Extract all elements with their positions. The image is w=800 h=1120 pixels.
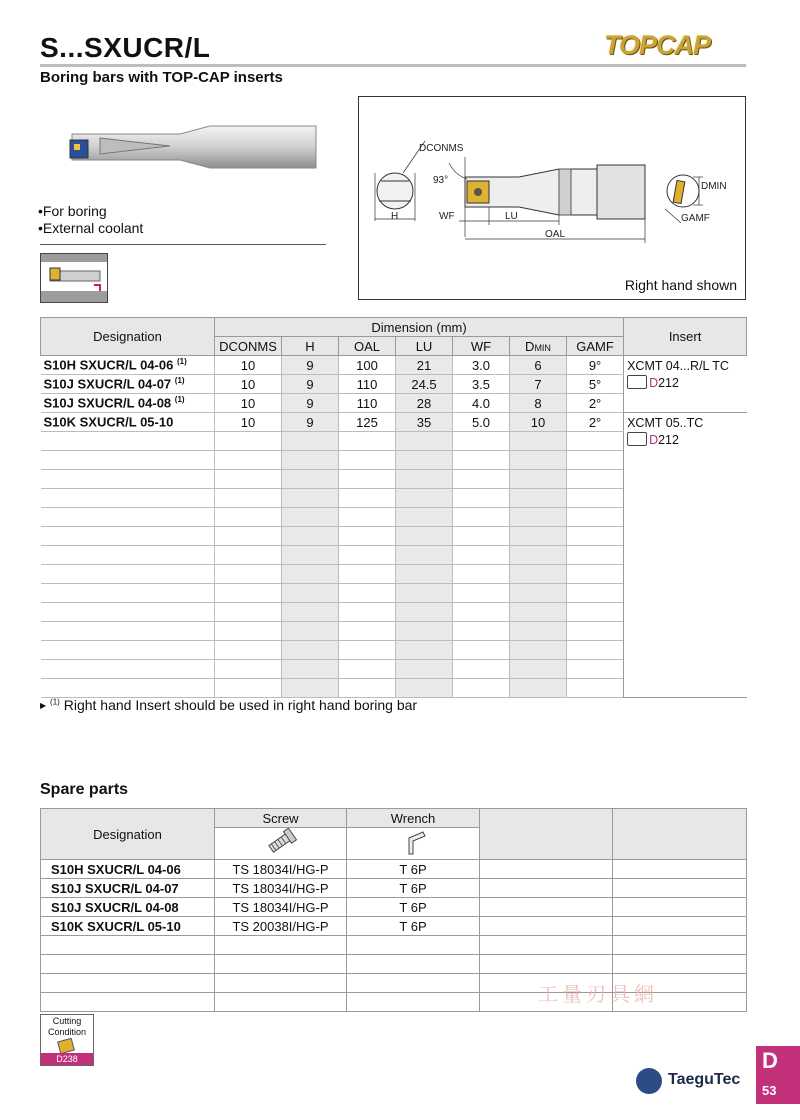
header-lu: LU <box>396 337 453 356</box>
empty-cell <box>215 660 282 679</box>
spare-header-designation: Designation <box>41 809 215 860</box>
empty-cell <box>41 470 215 489</box>
empty-cell <box>510 565 567 584</box>
empty-cell <box>453 565 510 584</box>
empty-cell <box>510 679 567 698</box>
h-cell: 9 <box>282 356 339 375</box>
empty-cell <box>396 603 453 622</box>
empty-cell <box>510 546 567 565</box>
empty-cell <box>396 508 453 527</box>
empty-cell <box>282 603 339 622</box>
empty-cell <box>396 546 453 565</box>
oal-cell: 100 <box>339 356 396 375</box>
footnote-text: Right hand Insert should be used in right hand boring bar <box>63 697 418 713</box>
empty-cell <box>510 641 567 660</box>
diagram-caption: Right hand shown <box>624 277 737 293</box>
empty-cell <box>215 470 282 489</box>
label-dconms: DCONMS <box>419 143 464 154</box>
empty-cell <box>41 508 215 527</box>
gamf-cell: 9° <box>567 356 624 375</box>
empty-cell <box>282 489 339 508</box>
empty-cell <box>613 879 747 898</box>
empty-cell <box>613 898 747 917</box>
wrench-cell: T 6P <box>347 879 480 898</box>
label-h: H <box>391 211 399 222</box>
empty-cell <box>215 679 282 698</box>
empty-cell <box>613 955 747 974</box>
empty-cell <box>282 470 339 489</box>
empty-cell <box>396 432 453 451</box>
screw-cell: TS 18034I/HG-P <box>215 898 347 917</box>
table-row <box>41 898 747 917</box>
empty-cell <box>347 936 480 955</box>
header-dconms: DCONMS <box>215 337 282 356</box>
empty-cell <box>41 955 215 974</box>
empty-cell <box>282 546 339 565</box>
empty-cell <box>567 584 624 603</box>
empty-cell <box>396 679 453 698</box>
taegutec-logo-icon <box>636 1068 662 1094</box>
dmin-cell: 6 <box>510 356 567 375</box>
oal-cell: 110 <box>339 375 396 394</box>
empty-cell <box>510 603 567 622</box>
header-designation: Designation <box>41 318 215 356</box>
section-tab <box>756 1046 800 1104</box>
wrench-cell: T 6P <box>347 898 480 917</box>
cutting-ref: D238 <box>41 1053 93 1065</box>
insert-ref-prefix: D <box>649 433 659 447</box>
h-cell: 9 <box>282 394 339 413</box>
empty-cell <box>339 565 396 584</box>
product-image <box>60 120 320 174</box>
empty-cell <box>613 860 747 879</box>
empty-cell <box>567 489 624 508</box>
empty-cell <box>510 508 567 527</box>
table-row <box>41 917 747 936</box>
empty-cell <box>396 641 453 660</box>
empty-cell <box>453 603 510 622</box>
empty-cell <box>282 622 339 641</box>
empty-cell <box>339 584 396 603</box>
empty-cell <box>396 660 453 679</box>
empty-cell <box>41 584 215 603</box>
wf-cell: 4.0 <box>453 394 510 413</box>
dconms-cell: 10 <box>215 394 282 413</box>
empty-cell <box>510 660 567 679</box>
h-cell: 9 <box>282 413 339 432</box>
empty-cell <box>567 660 624 679</box>
empty-cell <box>41 432 215 451</box>
designation-cell: S10J SXUCR/L 04-08 $^{(1)}$ <box>41 394 215 413</box>
table-row <box>41 356 747 375</box>
empty-cell <box>567 451 624 470</box>
cutting-condition-icon[interactable] <box>40 1014 94 1066</box>
empty-cell <box>453 546 510 565</box>
empty-cell <box>510 432 567 451</box>
screw-cell: TS 18034I/HG-P <box>215 879 347 898</box>
empty-cell <box>396 527 453 546</box>
empty-cell <box>453 584 510 603</box>
empty-cell <box>339 451 396 470</box>
empty-cell <box>510 584 567 603</box>
empty-cell <box>282 660 339 679</box>
empty-cell <box>339 489 396 508</box>
cutting-label-1: Cutting <box>52 1016 82 1026</box>
empty-cell <box>339 622 396 641</box>
empty-cell <box>510 622 567 641</box>
footnote-marker: (1) <box>50 697 60 707</box>
empty-cell <box>215 641 282 660</box>
empty-cell <box>282 565 339 584</box>
spare-parts-title: Spare parts <box>40 781 129 798</box>
table-row <box>41 955 747 974</box>
empty-cell <box>453 622 510 641</box>
empty-cell <box>41 974 215 993</box>
empty-cell <box>41 993 215 1012</box>
empty-cell <box>41 565 215 584</box>
empty-cell <box>41 451 215 470</box>
empty-cell <box>453 641 510 660</box>
lu-cell: 28 <box>396 394 453 413</box>
dmin-cell: 7 <box>510 375 567 394</box>
empty-cell <box>339 508 396 527</box>
designation-cell: S10H SXUCR/L 04-06 <box>41 860 215 879</box>
title-rule <box>40 64 746 67</box>
dmin-cell: 10 <box>510 413 567 432</box>
empty-cell <box>396 565 453 584</box>
insert-ref[interactable] <box>627 375 744 392</box>
feature-item: • External coolant <box>38 220 143 237</box>
empty-cell <box>339 527 396 546</box>
gamf-cell: 2° <box>567 394 624 413</box>
empty-cell <box>282 432 339 451</box>
empty-cell <box>480 955 613 974</box>
empty-cell <box>396 622 453 641</box>
designation-cell: S10H SXUCR/L 04-06 $^{(1)}$ <box>41 356 215 375</box>
empty-cell <box>453 470 510 489</box>
wrench-cell: T 6P <box>347 860 480 879</box>
empty-cell <box>510 489 567 508</box>
table-row <box>41 860 747 879</box>
empty-cell <box>215 584 282 603</box>
topcap-logo: TOPCAP <box>604 30 711 60</box>
lu-cell: 24.5 <box>396 375 453 394</box>
empty-cell <box>215 489 282 508</box>
empty-cell <box>215 432 282 451</box>
header-dimension: Dimension (mm) <box>215 318 624 337</box>
empty-cell <box>453 679 510 698</box>
table-row <box>41 413 747 432</box>
dconms-cell: 10 <box>215 413 282 432</box>
divider <box>40 244 326 245</box>
empty-cell <box>567 679 624 698</box>
lu-cell: 21 <box>396 356 453 375</box>
empty-cell <box>613 917 747 936</box>
header-gamf: GAMF <box>567 337 624 356</box>
empty-cell <box>396 470 453 489</box>
wf-cell: 5.0 <box>453 413 510 432</box>
section-letter: D <box>762 1048 778 1073</box>
empty-cell <box>480 860 613 879</box>
insert-ref-number: 212 <box>658 433 679 447</box>
empty-cell <box>215 508 282 527</box>
technical-drawing <box>359 97 745 277</box>
empty-cell <box>480 917 613 936</box>
table-row <box>41 936 747 955</box>
page-number: 53 <box>762 1083 777 1098</box>
header-insert: Insert <box>624 318 747 356</box>
empty-cell <box>215 565 282 584</box>
insert-cell <box>624 356 747 413</box>
empty-cell <box>282 641 339 660</box>
page-subtitle: Boring bars with TOP-CAP inserts <box>40 69 283 86</box>
empty-cell <box>215 603 282 622</box>
empty-cell <box>339 546 396 565</box>
gamf-cell: 5° <box>567 375 624 394</box>
h-cell: 9 <box>282 375 339 394</box>
empty-cell <box>347 974 480 993</box>
empty-cell <box>282 584 339 603</box>
oal-cell: 110 <box>339 394 396 413</box>
empty-cell <box>453 451 510 470</box>
empty-cell <box>215 451 282 470</box>
empty-cell <box>510 470 567 489</box>
header-wf: WF <box>453 337 510 356</box>
empty-cell <box>282 527 339 546</box>
label-wf: WF <box>439 211 455 222</box>
empty-cell <box>41 660 215 679</box>
empty-cell <box>567 603 624 622</box>
spare-header-wrench: Wrench <box>347 809 480 828</box>
label-gamf: GAMF <box>681 213 710 224</box>
label-lu: LU <box>505 211 518 222</box>
feature-list <box>38 203 143 237</box>
triangle-icon: ▶ <box>40 701 47 710</box>
watermark: 工量刃具網 <box>538 984 658 1006</box>
header-dmin: DMIN <box>510 337 567 356</box>
empty-cell <box>510 451 567 470</box>
empty-cell <box>339 679 396 698</box>
dconms-cell: 10 <box>215 375 282 394</box>
empty-cell <box>41 603 215 622</box>
empty-cell <box>41 936 215 955</box>
feature-item: • For boring <box>38 203 143 220</box>
cutting-label-2: Condition <box>47 1027 87 1037</box>
insert-name: XCMT 04...R/L TC <box>627 359 729 373</box>
empty-cell <box>339 470 396 489</box>
empty-cell <box>567 641 624 660</box>
header-oal: OAL <box>339 337 396 356</box>
empty-cell <box>453 432 510 451</box>
spare-header-blank <box>613 809 747 860</box>
screw-cell: TS 18034I/HG-P <box>215 860 347 879</box>
empty-cell <box>41 527 215 546</box>
designation-cell: S10J SXUCR/L 04-07 $^{(1)}$ <box>41 375 215 394</box>
empty-cell <box>567 546 624 565</box>
empty-cell <box>510 527 567 546</box>
empty-cell <box>41 641 215 660</box>
header-h: H <box>282 337 339 356</box>
dimension-diagram <box>358 96 746 300</box>
insert-ref-prefix: D <box>649 376 659 390</box>
empty-cell <box>396 489 453 508</box>
empty-cell <box>453 527 510 546</box>
empty-cell <box>567 527 624 546</box>
empty-cell <box>567 470 624 489</box>
empty-cell <box>567 432 624 451</box>
wf-cell: 3.0 <box>453 356 510 375</box>
empty-cell <box>347 955 480 974</box>
page-title: S...SXUCR/L <box>40 32 211 63</box>
spare-header-blank <box>480 809 613 860</box>
empty-cell <box>453 508 510 527</box>
empty-cell <box>396 451 453 470</box>
empty-cell <box>215 546 282 565</box>
empty-cell <box>453 489 510 508</box>
empty-cell <box>453 660 510 679</box>
empty-cell <box>396 584 453 603</box>
insert-name: XCMT 05..TC <box>627 416 704 430</box>
empty-cell <box>567 622 624 641</box>
dmin-cell: 8 <box>510 394 567 413</box>
designation-cell: S10J SXUCR/L 04-07 <box>41 879 215 898</box>
empty-cell <box>347 993 480 1012</box>
empty-cell <box>215 955 347 974</box>
footnote <box>40 697 417 713</box>
table-row <box>41 879 747 898</box>
wrench-icon <box>347 828 480 860</box>
screw-icon <box>215 828 347 860</box>
empty-cell <box>480 898 613 917</box>
empty-cell <box>282 508 339 527</box>
empty-cell <box>41 679 215 698</box>
insert-ref-number: 212 <box>658 376 679 390</box>
gamf-cell: 2° <box>567 413 624 432</box>
designation-cell: S10K SXUCR/L 05-10 <box>41 917 215 936</box>
empty-cell <box>41 489 215 508</box>
wf-cell: 3.5 <box>453 375 510 394</box>
empty-cell <box>41 546 215 565</box>
empty-cell <box>215 527 282 546</box>
empty-cell <box>339 603 396 622</box>
empty-cell <box>480 879 613 898</box>
label-oal: OAL <box>545 229 566 240</box>
empty-cell <box>339 660 396 679</box>
label-dmin: DMIN <box>701 181 727 192</box>
empty-cell <box>215 974 347 993</box>
empty-cell <box>215 622 282 641</box>
insert-cell <box>624 413 747 698</box>
boring-thumbnail <box>40 253 108 303</box>
empty-cell <box>613 936 747 955</box>
empty-cell <box>480 936 613 955</box>
wrench-cell: T 6P <box>347 917 480 936</box>
label-angle: 93° <box>433 175 449 186</box>
dimension-table <box>40 317 747 698</box>
empty-cell <box>215 936 347 955</box>
empty-cell <box>339 641 396 660</box>
empty-cell <box>41 622 215 641</box>
screw-cell: TS 20038I/HG-P <box>215 917 347 936</box>
dconms-cell: 10 <box>215 356 282 375</box>
spare-header-screw: Screw <box>215 809 347 828</box>
empty-cell <box>567 565 624 584</box>
empty-cell <box>282 679 339 698</box>
empty-cell <box>567 508 624 527</box>
catalog-book-icon <box>627 432 647 446</box>
designation-cell: S10K SXUCR/L 05-10 <box>41 413 215 432</box>
empty-cell <box>215 993 347 1012</box>
oal-cell: 125 <box>339 413 396 432</box>
brand-name: TaeguTec <box>668 1071 741 1088</box>
insert-ref[interactable] <box>627 432 744 449</box>
empty-cell <box>282 451 339 470</box>
catalog-book-icon <box>627 375 647 389</box>
empty-cell <box>339 432 396 451</box>
lu-cell: 35 <box>396 413 453 432</box>
designation-cell: S10J SXUCR/L 04-08 <box>41 898 215 917</box>
